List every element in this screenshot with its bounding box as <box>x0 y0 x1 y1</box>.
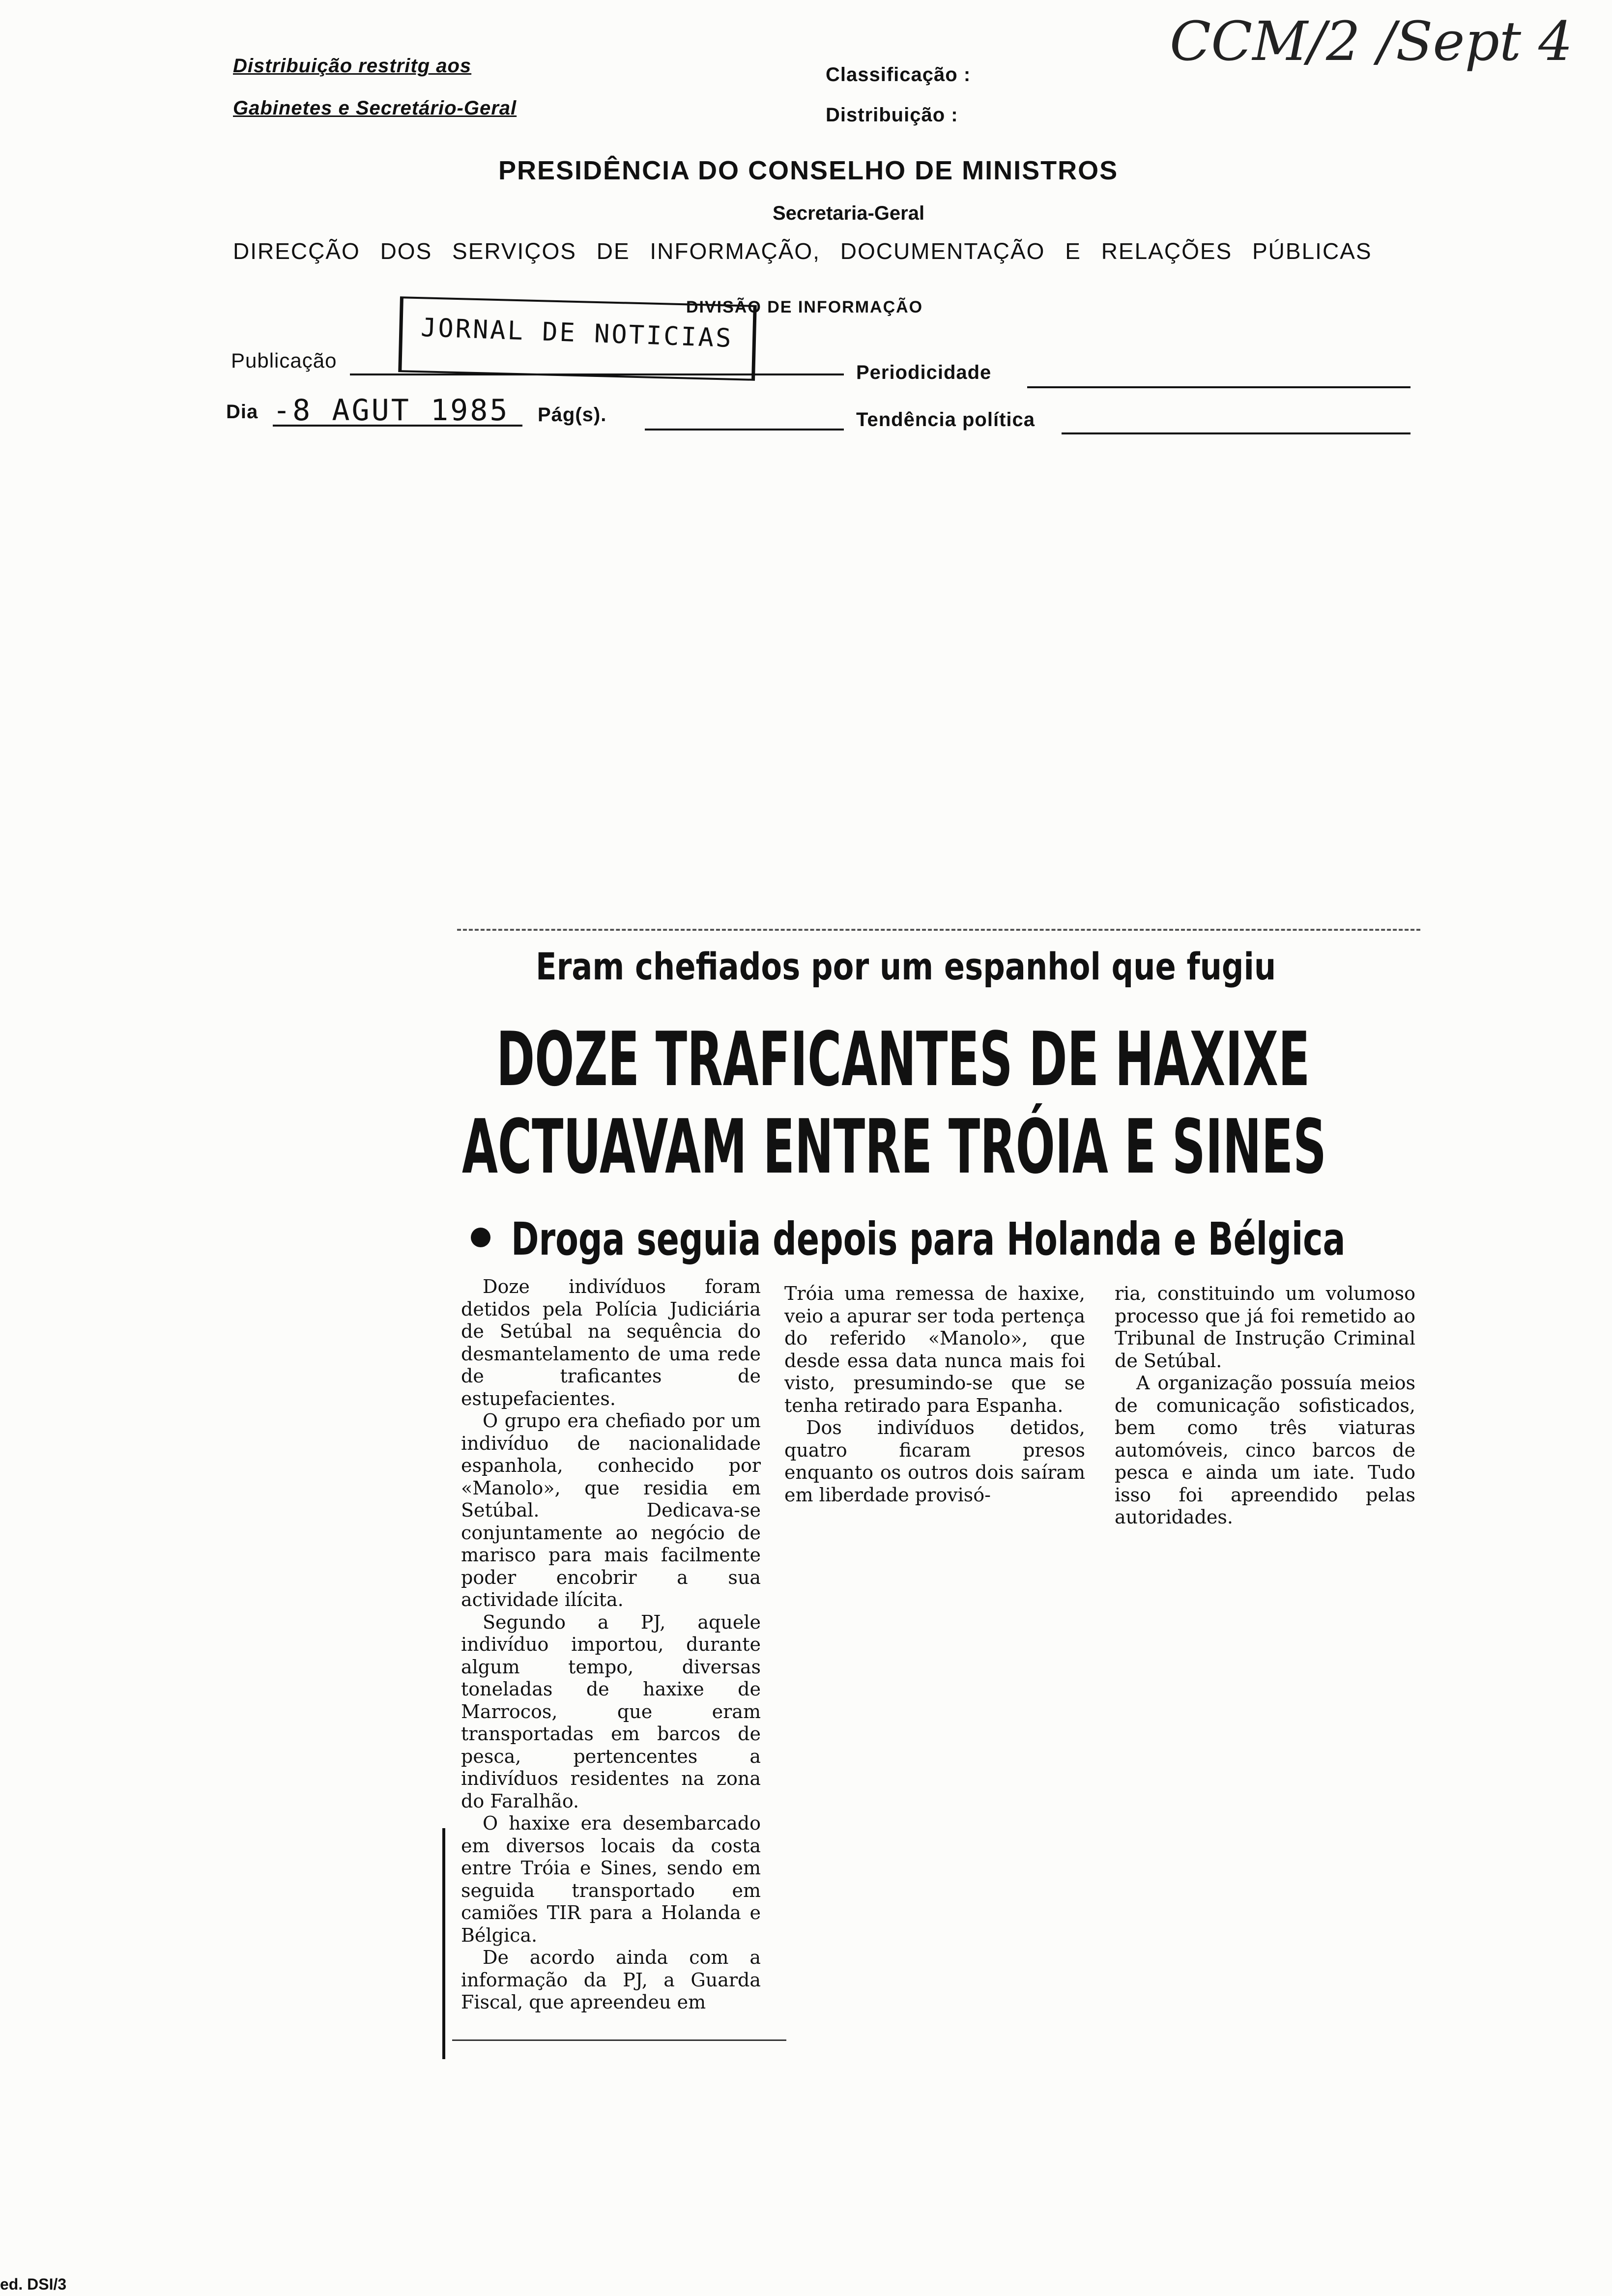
classification-label: Classificação : <box>826 64 971 86</box>
article-paragraph: Segundo a PJ, aquele indivíduo importou, durante algum tempo, diversas toneladas de haxixe de Marrocos, que eram transportadas em barcos de pesca, pertencentes a indivíduos residentes na zona do Faralhão. <box>461 1611 761 1812</box>
political-tendency-label: Tendência política <box>856 409 1035 430</box>
article-paragraph: Doze indivíduos foram detidos pela Polícia Judiciária de Setúbal na sequência do desmantelamento de uma rede de traficantes de estupefacientes. <box>461 1276 761 1409</box>
article-paragraph: O haxixe era desembarcado em diversos locais da costa entre Tróia e Sines, sendo em seguida transportado em camiões TIR para a Holanda e Bélgica. <box>461 1812 761 1946</box>
pages-field-line <box>645 429 844 430</box>
article-subhead: Droga seguia depois para Holanda e Bélgica <box>511 1213 1346 1265</box>
distribution-label: Distribuição : <box>826 104 958 126</box>
date-field-line <box>273 425 522 427</box>
column-rule-left <box>442 1828 445 2059</box>
article-paragraph: De acordo ainda com a informação da PJ, a Guarda Fiscal, que apreendeu em <box>461 1947 761 2013</box>
article-paragraph: Tróia uma remessa de haxixe, veio a apurar ser toda pertença do referido «Manolo», que desde essa data nunca mais foi visto, presumindo-se que se tenha retirado para Espanha. <box>784 1283 1085 1416</box>
publication-label: Publicação <box>231 349 337 372</box>
day-label: Dia <box>226 401 259 423</box>
secretariat-title: Secretaria-Geral <box>773 202 925 224</box>
article-headline-line-1: DOZE TRAFICANTES DE HAXIXE <box>496 1016 1310 1103</box>
periodicity-label: Periodicidade <box>856 362 992 383</box>
column-rule-bottom <box>452 2039 786 2041</box>
publication-stamp: JORNAL DE NOTICIAS <box>420 313 734 354</box>
pages-label: Pág(s). <box>538 404 607 426</box>
article-paragraph: A organização possuía meios de comunicação sofisticados, bem como três viaturas automóveis, cinco barcos de pesca e ainda um iate. Tudo isso foi apreendido pelas autoridades. <box>1115 1372 1415 1528</box>
division-title: DIVISÃO DE INFORMAÇÃO <box>686 298 923 316</box>
distribution-restricted-line: Distribuição restritg aos <box>233 55 472 77</box>
political-tendency-field-line <box>1062 432 1410 434</box>
article-column-3 <box>1115 1283 1415 1529</box>
periodicity-field-line <box>1027 386 1410 388</box>
institution-title: PRESIDÊNCIA DO CONSELHO DE MINISTROS <box>498 156 1119 185</box>
article-column-2 <box>784 1283 1085 1506</box>
article-paragraph: Dos indivíduos detidos, quatro ficaram presos enquanto os outros dois saíram em liberdade provisó- <box>784 1417 1085 1506</box>
directorate-title: DIRECÇÃO DOS SERVIÇOS DE INFORMAÇÃO, DOCUMENTAÇÃO E RELAÇÕES PÚBLICAS <box>233 238 1372 264</box>
article-column-1 <box>461 1276 761 2014</box>
article-headline-line-2: ACTUAVAM ENTRE TRÓIA E SINES <box>462 1103 1326 1190</box>
article-superhead: Eram chefiados por um espanhol que fugiu <box>536 945 1276 988</box>
article-paragraph: ria, constituindo um volumoso processo que já foi remetido ao Tribunal de Instrução Criminal de Setúbal. <box>1115 1283 1415 1372</box>
article-paragraph: O grupo era chefiado por um indivíduo de nacionalidade espanhola, conhecido por «Manolo», que residia em Setúbal. Dedicava-se conjuntamente ao negócio de marisco para mais facilmente poder encobrir a sua actividade ilícita. <box>461 1410 761 1610</box>
form-code: ed. DSI/3 <box>0 2275 67 2293</box>
date-stamp: -8 AGUT 1985 <box>273 393 510 428</box>
handwritten-annotation: CCM/2 /Sept 4 <box>1170 10 1573 73</box>
clipping-top-edge <box>457 929 1420 931</box>
bullet-icon <box>471 1228 490 1247</box>
distribution-cabinets-line: Gabinetes e Secretário-Geral <box>233 97 517 119</box>
